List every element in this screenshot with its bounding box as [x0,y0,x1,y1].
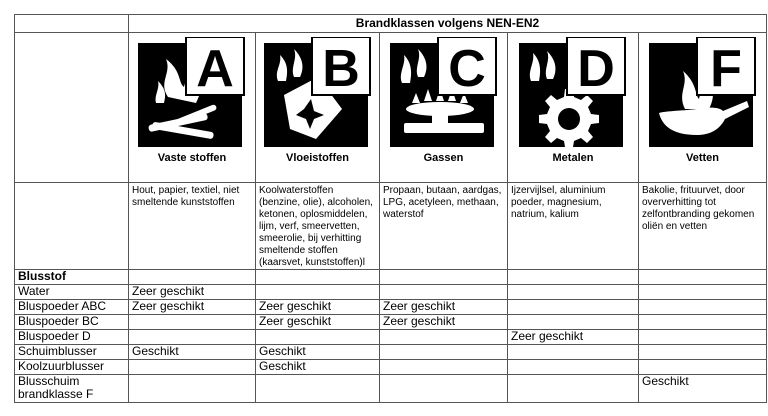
extinguisher-name: Bluspoeder ABC [15,300,129,315]
class-f-name: Vetten [686,152,720,164]
class-c-cell [380,33,508,183]
suitability-cell: Zeer geschikt [256,315,380,330]
suitability-cell [639,360,767,375]
class-f-description: Bakolie, frituurvet, door oververhitting tot zelfontbranding gekomen oliën en vetten [639,183,767,270]
suitability-cell [256,375,380,403]
corner-cell [15,15,129,33]
suitability-cell: Zeer geschikt [256,300,380,315]
extinguisher-name: Blusschuim brandklasse F [15,375,129,403]
suitability-cell [639,345,767,360]
suitability-cell: Geschikt [256,345,380,360]
suitability-cell [129,330,256,345]
suitability-cell [639,330,767,345]
table-row [15,285,767,300]
extinguisher-name: Bluspoeder D [15,330,129,345]
class-c-description: Propaan, butaan, aardgas, LPG, acetyleen, methaan, waterstof [380,183,508,270]
class-a-name: Vaste stoffen [157,152,227,164]
suitability-cell: Geschikt [129,345,256,360]
suitability-cell [256,285,380,300]
description-row-label-cell [15,183,129,270]
class-d-cell [508,33,639,183]
table-row [15,345,767,360]
extinguisher-name: Water [15,285,129,300]
suitability-cell [380,330,508,345]
suitability-cell: Zeer geschikt [129,300,256,315]
suitability-cell: Zeer geschikt [129,285,256,300]
svg-text:F: F [709,40,742,98]
class-a-cell [129,33,256,183]
suitability-cell [508,360,639,375]
burning-jerrycan-icon [264,37,372,149]
icon-row-label-cell [15,33,129,183]
table-row [15,360,767,375]
class-d-description: Ijzervijlsel, aluminium poeder, magnesium, natrium, kalium [508,183,639,270]
suitability-cell: Zeer geschikt [380,315,508,330]
suitability-cell [639,285,767,300]
suitability-cell [380,360,508,375]
gas-burner-icon [390,37,498,149]
suitability-cell [508,345,639,360]
svg-text:D: D [577,40,615,98]
burning-logs-icon [138,37,246,149]
suitability-cell: Geschikt [639,375,767,403]
suitability-cell: Zeer geschikt [508,330,639,345]
suitability-cell [508,300,639,315]
table-row [15,300,767,315]
suitability-cell [508,375,639,403]
class-f-cell [639,33,767,183]
fire-class-table [14,14,767,403]
suitability-cell [129,360,256,375]
suitability-cell [639,315,767,330]
table-row [15,375,767,403]
suitability-cell [380,375,508,403]
extinguisher-header: Blusstof [15,270,129,285]
class-c-name: Gassen [423,152,464,164]
suitability-cell [380,285,508,300]
suitability-cell [639,300,767,315]
suitability-cell [508,285,639,300]
burning-gear-icon [519,37,627,149]
suitability-cell [256,330,380,345]
suitability-cell [129,315,256,330]
class-d-name: Metalen [552,152,594,164]
suitability-cell: Zeer geschikt [380,300,508,315]
extinguisher-name: Bluspoeder BC [15,315,129,330]
class-a-description: Hout, papier, textiel, niet smeltende kunststoffen [129,183,256,270]
suitability-cell: Geschikt [256,360,380,375]
table-row [15,330,767,345]
class-b-cell [256,33,380,183]
extinguisher-name: Schuimblusser [15,345,129,360]
table-title: Brandklassen volgens NEN-EN2 [129,15,767,33]
suitability-cell [508,315,639,330]
table-row [15,315,767,330]
svg-text:A: A [196,40,234,98]
suitability-cell [129,375,256,403]
frying-pan-icon [649,37,757,149]
suitability-cell [380,345,508,360]
svg-text:C: C [447,40,486,98]
svg-text:B: B [321,40,360,98]
class-b-description: Koolwaterstoffen (benzine, olie), alcoholen, ketonen, oplosmiddelen, lijm, verf, smeervetten, smeerolie, bij verhitting smeltende stoffen (kaarsvet, kunststoffen)l [256,183,380,270]
extinguisher-name: Koolzuurblusser [15,360,129,375]
class-b-name: Vloeistoffen [286,152,349,164]
